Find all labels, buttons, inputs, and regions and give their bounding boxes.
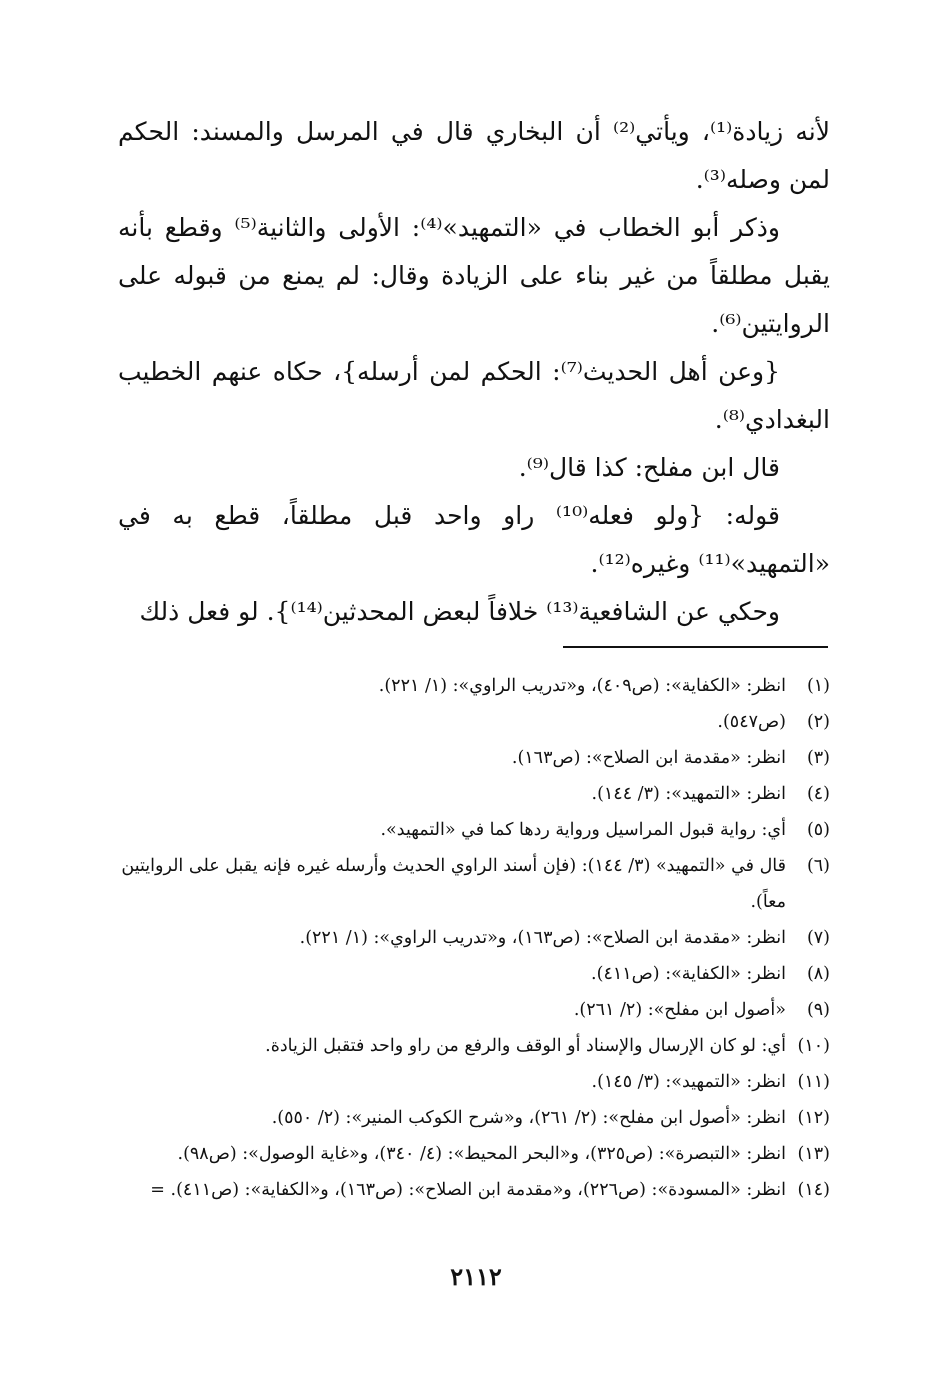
footnote (118, 1136, 830, 1172)
footnote-text: (ص٥٤٧). (717, 712, 786, 732)
footnote-number: (٥) (806, 820, 830, 840)
footnote-number: (٩) (806, 1000, 830, 1020)
paragraph: قال ابن مفلح: كذا قال⁽⁹⁾. (518, 453, 780, 482)
main-text (118, 108, 830, 636)
footnote (118, 1100, 830, 1136)
footnote-number: (١٠) (797, 1036, 830, 1056)
footnote-number: (٣) (806, 748, 830, 768)
footnote-text: انظر: «الكفاية»: (ص٤١١). (591, 964, 786, 984)
footnote-text: قال في «التمهيد» (٣/ ١٤٤): (فإن أسند الراوي الحديث وأرسله غيره فإنه يقبل على الروايتين معاً). (121, 856, 786, 912)
footnote (118, 992, 830, 1028)
footnote-number: (٤) (806, 784, 830, 804)
footnote (118, 812, 830, 848)
footnote-number: (١١) (797, 1072, 830, 1092)
footnote-number: (١) (806, 676, 830, 696)
footnote-separator (563, 646, 828, 648)
footnote (118, 1172, 830, 1208)
footnote-text: انظر: «مقدمة ابن الصلاح»: (ص١٦٣)، و«تدريب الراوي»: (١/ ٢٢١). (299, 928, 786, 948)
paragraph: وحكي عن الشافعية⁽¹³⁾ خلافاً لبعض المحدثين⁽¹⁴⁾}. لو فعل ذلك (139, 597, 780, 626)
footnote-text: انظر: «مقدمة ابن الصلاح»: (ص١٦٣). (511, 748, 786, 768)
footnote-text: «أصول ابن مفلح»: (٢/ ٢٦١). (573, 1000, 786, 1020)
paragraph: لأنه زيادة⁽¹⁾، ويأتي⁽²⁾ أن البخاري قال في المرسل والمسند: الحكم لمن وصله⁽³⁾. (118, 117, 830, 194)
footnote (118, 704, 830, 740)
footnote-text: انظر: «التمهيد»: (٣/ ١٤٥). (591, 1072, 786, 1092)
footnote (118, 1064, 830, 1100)
footnote (118, 956, 830, 992)
footnote (118, 776, 830, 812)
paragraph: وذكر أبو الخطاب في «التمهيد»⁽⁴⁾: الأولى والثانية⁽⁵⁾ وقطع بأنه يقبل مطلقاً من غير بناء على الزيادة وقال: لم يمنع من قبوله على الروايتين⁽⁶⁾. (118, 213, 830, 338)
footnote-number: (١٤) (797, 1180, 830, 1200)
footnote-text: انظر: «أصول ابن مفلح»: (٢/ ٢٦١)، و«شرح الكوكب المنير»: (٢/ ٥٥٠). (271, 1108, 786, 1128)
paragraph: {وعن أهل الحديث⁽⁷⁾: الحكم لمن أرسله}، حكاه عنهم الخطيب البغدادي⁽⁸⁾. (118, 357, 830, 434)
footnote-text: انظر: «الكفاية»: (ص٤٠٩)، و«تدريب الراوي»: (١/ ٢٢١). (378, 676, 786, 696)
page-number: ٢١١٢ (450, 1262, 502, 1291)
footnote-number: (١٢) (797, 1108, 830, 1128)
footnote-number: (١٣) (797, 1144, 830, 1164)
footnote-text: انظر: «التمهيد»: (٣/ ١٤٤). (591, 784, 786, 804)
footnote (118, 848, 830, 920)
footnote-number: (٢) (806, 712, 830, 732)
footnotes (118, 668, 830, 1208)
footnote-number: (٧) (806, 928, 830, 948)
footnote (118, 1028, 830, 1064)
footnote-text: أي: رواية قبول المراسيل ورواية ردها كما في «التمهيد». (380, 820, 786, 840)
paragraph: قوله: {ولو فعله⁽¹⁰⁾ راو واحد قبل مطلقاً، قطع به في «التمهيد»⁽¹¹⁾ وغيره⁽¹²⁾. (118, 501, 830, 578)
footnote (118, 740, 830, 776)
footnote-text: أي: لو كان الإرسال والإسناد أو الوقف والرفع من راو واحد فتقبل الزيادة. (265, 1036, 786, 1056)
footnote-number: (٦) (806, 856, 830, 876)
footnote (118, 920, 830, 956)
footnote-number: (٨) (806, 964, 830, 984)
footnote (118, 668, 830, 704)
footnote-text: انظر: «التبصرة»: (ص٣٢٥)، و«البحر المحيط»: (٤/ ٣٤٠)، و«غاية الوصول»: (ص٩٨). (177, 1144, 786, 1164)
footnote-text: انظر: «المسودة»: (ص٢٢٦)، و«مقدمة ابن الصلاح»: (ص١٦٣)، و«الكفاية»: (ص٤١١). = (150, 1180, 786, 1200)
